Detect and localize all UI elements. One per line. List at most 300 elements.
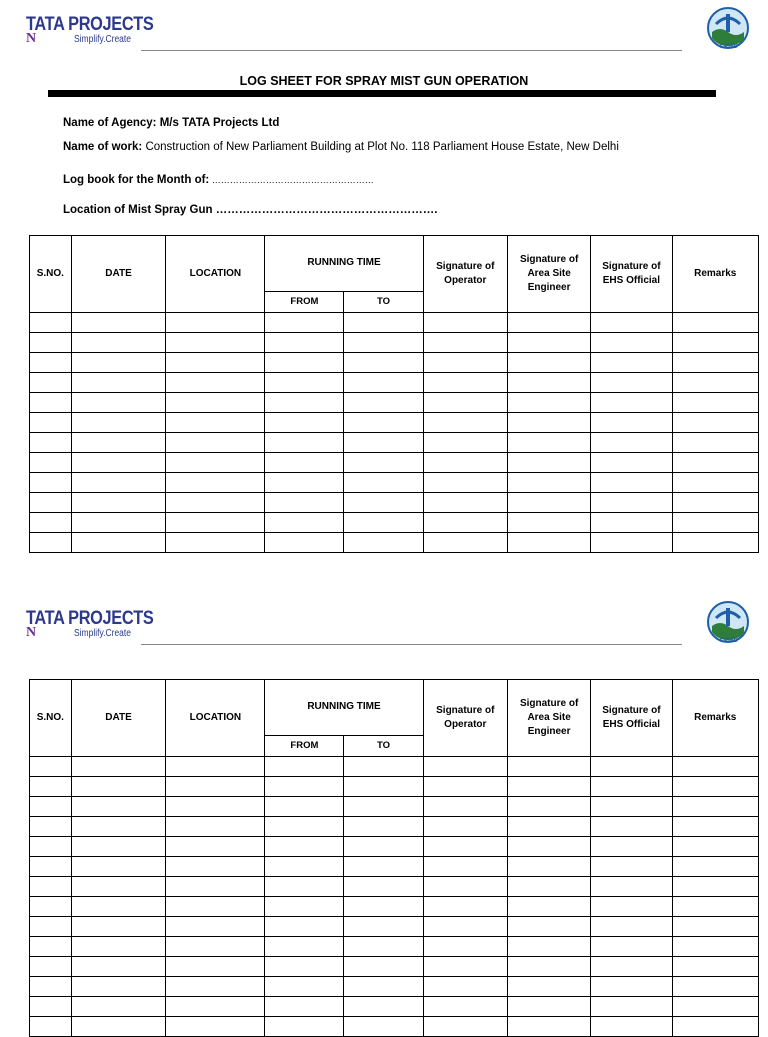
table-cell	[344, 433, 423, 453]
table-cell	[71, 473, 166, 493]
table-cell	[166, 333, 265, 353]
emblem-caption: CPWD	[719, 638, 738, 644]
tata-projects-logo	[26, 14, 154, 60]
table-cell	[591, 937, 672, 957]
table-cell	[672, 353, 759, 373]
table-cell	[672, 917, 759, 937]
table-cell	[591, 817, 672, 837]
table-cell	[423, 897, 507, 917]
table-cell	[265, 937, 344, 957]
table-cell	[591, 757, 672, 777]
table-cell	[591, 473, 672, 493]
table-cell	[423, 473, 507, 493]
table-cell	[507, 837, 590, 857]
table-cell	[591, 917, 672, 937]
table-cell	[507, 393, 590, 413]
log-table-1	[29, 235, 759, 553]
table-cell	[344, 797, 423, 817]
table-cell	[672, 977, 759, 997]
header-from: FROM	[265, 292, 344, 313]
table-cell	[672, 937, 759, 957]
header-sig-ehs: Signature of EHS Official	[591, 236, 672, 313]
table-cell	[672, 373, 759, 393]
table-cell	[265, 817, 344, 837]
header-from: FROM	[265, 736, 344, 757]
logo-text: TATA PROJECTS	[26, 14, 154, 35]
table-cell	[344, 757, 423, 777]
table-cell	[71, 997, 166, 1017]
table-cell	[344, 977, 423, 997]
table-cell	[30, 817, 72, 837]
table-cell	[166, 877, 265, 897]
table-cell	[672, 493, 759, 513]
table-cell	[265, 493, 344, 513]
table-cell	[265, 997, 344, 1017]
table-row	[30, 977, 759, 997]
table-cell	[672, 957, 759, 977]
table-cell	[166, 997, 265, 1017]
table-cell	[166, 393, 265, 413]
table-cell	[30, 433, 72, 453]
month-label: Log book for the Month of:	[63, 174, 210, 186]
table-cell	[507, 473, 590, 493]
table-cell	[423, 353, 507, 373]
table-cell	[344, 353, 423, 373]
table-cell	[672, 433, 759, 453]
table-cell	[507, 917, 590, 937]
table-cell	[423, 817, 507, 837]
log-table-2-body	[30, 757, 759, 1037]
table-cell	[30, 777, 72, 797]
table-cell	[591, 977, 672, 997]
table-cell	[344, 957, 423, 977]
table-cell	[30, 1017, 72, 1037]
table-row	[30, 997, 759, 1017]
table-cell	[344, 513, 423, 533]
page-header-2	[0, 608, 768, 668]
table-cell	[672, 837, 759, 857]
table-cell	[423, 977, 507, 997]
table-cell	[344, 917, 423, 937]
table-cell	[672, 333, 759, 353]
table-cell	[507, 453, 590, 473]
table-cell	[71, 877, 166, 897]
table-cell	[166, 533, 265, 553]
page-header-1	[0, 14, 768, 74]
table-cell	[344, 453, 423, 473]
table-cell	[71, 897, 166, 917]
header-date: DATE	[71, 680, 166, 757]
work-value: Construction of New Parliament Building at Plot No. 118 Parliament House Estate, New Delhi	[142, 141, 619, 153]
tata-projects-logo	[26, 608, 154, 654]
table-cell	[507, 373, 590, 393]
work-label: Name of work:	[63, 141, 143, 153]
table-cell	[265, 957, 344, 977]
table-cell	[166, 857, 265, 877]
table-row	[30, 857, 759, 877]
table-cell	[672, 453, 759, 473]
table-cell	[672, 393, 759, 413]
table-cell	[344, 837, 423, 857]
table-cell	[166, 453, 265, 473]
table-cell	[166, 817, 265, 837]
location-line	[63, 204, 437, 216]
table-cell	[265, 393, 344, 413]
header-date: DATE	[71, 236, 166, 313]
table-cell	[166, 353, 265, 373]
table-cell	[672, 857, 759, 877]
header-location: LOCATION	[166, 680, 265, 757]
table-cell	[71, 513, 166, 533]
table-cell	[166, 777, 265, 797]
table-cell	[344, 857, 423, 877]
table-cell	[71, 373, 166, 393]
table-cell	[344, 897, 423, 917]
table-cell	[30, 513, 72, 533]
table-cell	[344, 373, 423, 393]
table-cell	[507, 857, 590, 877]
table-cell	[591, 877, 672, 897]
table-cell	[423, 917, 507, 937]
header-running-time: RUNNING TIME	[265, 236, 423, 292]
table-cell	[166, 837, 265, 857]
logo-tagline: Simplify.Create	[74, 34, 132, 45]
table-cell	[507, 997, 590, 1017]
table-cell	[71, 353, 166, 373]
table-cell	[166, 373, 265, 393]
table-cell	[591, 333, 672, 353]
table-cell	[672, 877, 759, 897]
table-cell	[591, 513, 672, 533]
table-cell	[672, 413, 759, 433]
table-cell	[30, 917, 72, 937]
table-cell	[166, 493, 265, 513]
table-cell	[265, 413, 344, 433]
table-cell	[71, 393, 166, 413]
table-cell	[423, 373, 507, 393]
table-cell	[71, 777, 166, 797]
table-cell	[423, 877, 507, 897]
table-cell	[166, 413, 265, 433]
table-cell	[265, 453, 344, 473]
table-cell	[71, 977, 166, 997]
table-row	[30, 393, 759, 413]
month-line	[63, 174, 374, 186]
table-cell	[344, 997, 423, 1017]
table-cell	[672, 513, 759, 533]
table-cell	[166, 957, 265, 977]
table-cell	[166, 797, 265, 817]
table-cell	[166, 513, 265, 533]
table-cell	[507, 313, 590, 333]
header-sig-ehs: Signature of EHS Official	[591, 680, 672, 757]
table-row	[30, 413, 759, 433]
table-cell	[591, 857, 672, 877]
table-cell	[344, 817, 423, 837]
table-cell	[344, 473, 423, 493]
table-row	[30, 313, 759, 333]
table-cell	[71, 493, 166, 513]
table-cell	[507, 333, 590, 353]
table-cell	[265, 473, 344, 493]
title-underline-bar	[48, 90, 716, 97]
table-row	[30, 897, 759, 917]
table-cell	[344, 877, 423, 897]
table-row	[30, 513, 759, 533]
table-cell	[265, 533, 344, 553]
header-sno: S.NO.	[30, 680, 72, 757]
header-sno: S.NO.	[30, 236, 72, 313]
header-rule	[141, 644, 682, 645]
table-cell	[591, 393, 672, 413]
table-cell	[30, 857, 72, 877]
header-remarks: Remarks	[672, 680, 759, 757]
table-cell	[71, 453, 166, 473]
table-row	[30, 373, 759, 393]
header-to: TO	[344, 736, 423, 757]
table-cell	[30, 937, 72, 957]
table-cell	[265, 857, 344, 877]
table-cell	[423, 513, 507, 533]
table-row	[30, 937, 759, 957]
table-cell	[30, 473, 72, 493]
table-cell	[30, 957, 72, 977]
table-cell	[265, 797, 344, 817]
table-cell	[71, 817, 166, 837]
table-cell	[507, 413, 590, 433]
header-sig-operator: Signature of Operator	[423, 680, 507, 757]
table-cell	[507, 777, 590, 797]
location-label: Location of Mist Spray Gun ………………………………………………….	[63, 204, 438, 216]
table-cell	[344, 1017, 423, 1037]
table-cell	[423, 997, 507, 1017]
table-cell	[71, 857, 166, 877]
table-cell	[265, 313, 344, 333]
table-cell	[71, 533, 166, 553]
table-cell	[265, 513, 344, 533]
table-cell	[71, 1017, 166, 1037]
table-cell	[265, 373, 344, 393]
table-cell	[30, 897, 72, 917]
table-cell	[166, 897, 265, 917]
table-cell	[166, 433, 265, 453]
table-cell	[344, 333, 423, 353]
table-cell	[344, 777, 423, 797]
table-row	[30, 493, 759, 513]
header-sig-engineer: Signature of Area Site Engineer	[507, 680, 590, 757]
table-cell	[423, 393, 507, 413]
table-cell	[672, 777, 759, 797]
table-cell	[423, 957, 507, 977]
table-cell	[591, 533, 672, 553]
table-cell	[423, 313, 507, 333]
table-row	[30, 877, 759, 897]
table-cell	[166, 473, 265, 493]
table-row	[30, 353, 759, 373]
table-cell	[30, 333, 72, 353]
table-cell	[591, 433, 672, 453]
table-cell	[344, 533, 423, 553]
table-cell	[507, 897, 590, 917]
table-cell	[30, 413, 72, 433]
log-table-1-body	[30, 313, 759, 553]
table-cell	[423, 493, 507, 513]
table-cell	[591, 997, 672, 1017]
table-cell	[166, 977, 265, 997]
table-cell	[507, 757, 590, 777]
table-cell	[423, 533, 507, 553]
table-cell	[507, 1017, 590, 1037]
table-cell	[71, 757, 166, 777]
table-cell	[591, 493, 672, 513]
table-cell	[672, 313, 759, 333]
table-cell	[591, 413, 672, 433]
table-row	[30, 333, 759, 353]
table-cell	[591, 453, 672, 473]
table-cell	[166, 937, 265, 957]
table-cell	[71, 937, 166, 957]
agency-label: Name of Agency: M/s TATA Projects Ltd	[63, 117, 280, 129]
table-cell	[265, 917, 344, 937]
table-cell	[507, 353, 590, 373]
table-cell	[672, 1017, 759, 1037]
table-cell	[30, 453, 72, 473]
table-cell	[507, 817, 590, 837]
table-cell	[30, 373, 72, 393]
table-cell	[423, 777, 507, 797]
table-cell	[423, 433, 507, 453]
header-sig-operator: Signature of Operator	[423, 236, 507, 313]
table-cell	[507, 937, 590, 957]
table-cell	[71, 333, 166, 353]
log-table-2	[29, 679, 759, 1037]
table-cell	[507, 957, 590, 977]
table-cell	[507, 513, 590, 533]
table-cell	[423, 1017, 507, 1037]
table-cell	[507, 977, 590, 997]
table-cell	[423, 857, 507, 877]
table-cell	[591, 313, 672, 333]
table-cell	[71, 957, 166, 977]
table-cell	[507, 797, 590, 817]
table-cell	[344, 413, 423, 433]
header-to: TO	[344, 292, 423, 313]
table-cell	[507, 433, 590, 453]
table-cell	[672, 757, 759, 777]
table-cell	[265, 1017, 344, 1037]
table-cell	[265, 897, 344, 917]
table-cell	[30, 977, 72, 997]
work-line	[63, 141, 619, 153]
table-cell	[166, 313, 265, 333]
table-cell	[30, 757, 72, 777]
table-row	[30, 777, 759, 797]
table-cell	[265, 837, 344, 857]
table-cell	[423, 413, 507, 433]
header-rule	[141, 50, 682, 51]
table-cell	[423, 757, 507, 777]
table-cell	[71, 797, 166, 817]
table-row	[30, 957, 759, 977]
table-cell	[423, 837, 507, 857]
header-location: LOCATION	[166, 236, 265, 313]
table-cell	[507, 533, 590, 553]
table-cell	[166, 1017, 265, 1037]
table-cell	[30, 353, 72, 373]
table-row	[30, 433, 759, 453]
table-cell	[591, 373, 672, 393]
table-cell	[30, 877, 72, 897]
table-cell	[344, 937, 423, 957]
header-remarks: Remarks	[672, 236, 759, 313]
table-cell	[672, 797, 759, 817]
document-title: LOG SHEET FOR SPRAY MIST GUN OPERATION	[239, 74, 529, 88]
table-cell	[265, 757, 344, 777]
table-row	[30, 473, 759, 493]
table-cell	[591, 1017, 672, 1037]
logo-n-mark: N	[26, 31, 37, 46]
table-cell	[423, 453, 507, 473]
table-cell	[166, 917, 265, 937]
table-cell	[265, 777, 344, 797]
table-cell	[265, 353, 344, 373]
table-cell	[344, 493, 423, 513]
table-cell	[166, 757, 265, 777]
table-cell	[71, 837, 166, 857]
table-cell	[30, 533, 72, 553]
table-row	[30, 533, 759, 553]
table-cell	[71, 433, 166, 453]
table-cell	[71, 313, 166, 333]
table-cell	[423, 937, 507, 957]
table-cell	[265, 333, 344, 353]
agency-line	[63, 117, 279, 129]
table-cell	[591, 957, 672, 977]
table-row	[30, 917, 759, 937]
header-running-time: RUNNING TIME	[265, 680, 423, 736]
table-cell	[30, 313, 72, 333]
table-row	[30, 837, 759, 857]
header-sig-engineer: Signature of Area Site Engineer	[507, 236, 590, 313]
table-cell	[71, 413, 166, 433]
logo-n-mark: N	[26, 625, 37, 640]
table-cell	[672, 817, 759, 837]
table-row	[30, 797, 759, 817]
table-row	[30, 757, 759, 777]
table-row	[30, 453, 759, 473]
table-cell	[265, 877, 344, 897]
table-cell	[30, 393, 72, 413]
table-cell	[591, 353, 672, 373]
table-cell	[265, 977, 344, 997]
table-cell	[591, 897, 672, 917]
logo-tagline: Simplify.Create	[74, 628, 132, 639]
table-cell	[672, 473, 759, 493]
table-cell	[591, 837, 672, 857]
table-cell	[672, 997, 759, 1017]
table-cell	[265, 433, 344, 453]
table-cell	[30, 837, 72, 857]
table-cell	[30, 997, 72, 1017]
table-cell	[672, 897, 759, 917]
table-cell	[507, 493, 590, 513]
table-row	[30, 1017, 759, 1037]
table-cell	[423, 333, 507, 353]
emblem-caption: CPWD	[719, 44, 738, 50]
table-cell	[591, 777, 672, 797]
table-cell	[344, 393, 423, 413]
table-row	[30, 817, 759, 837]
